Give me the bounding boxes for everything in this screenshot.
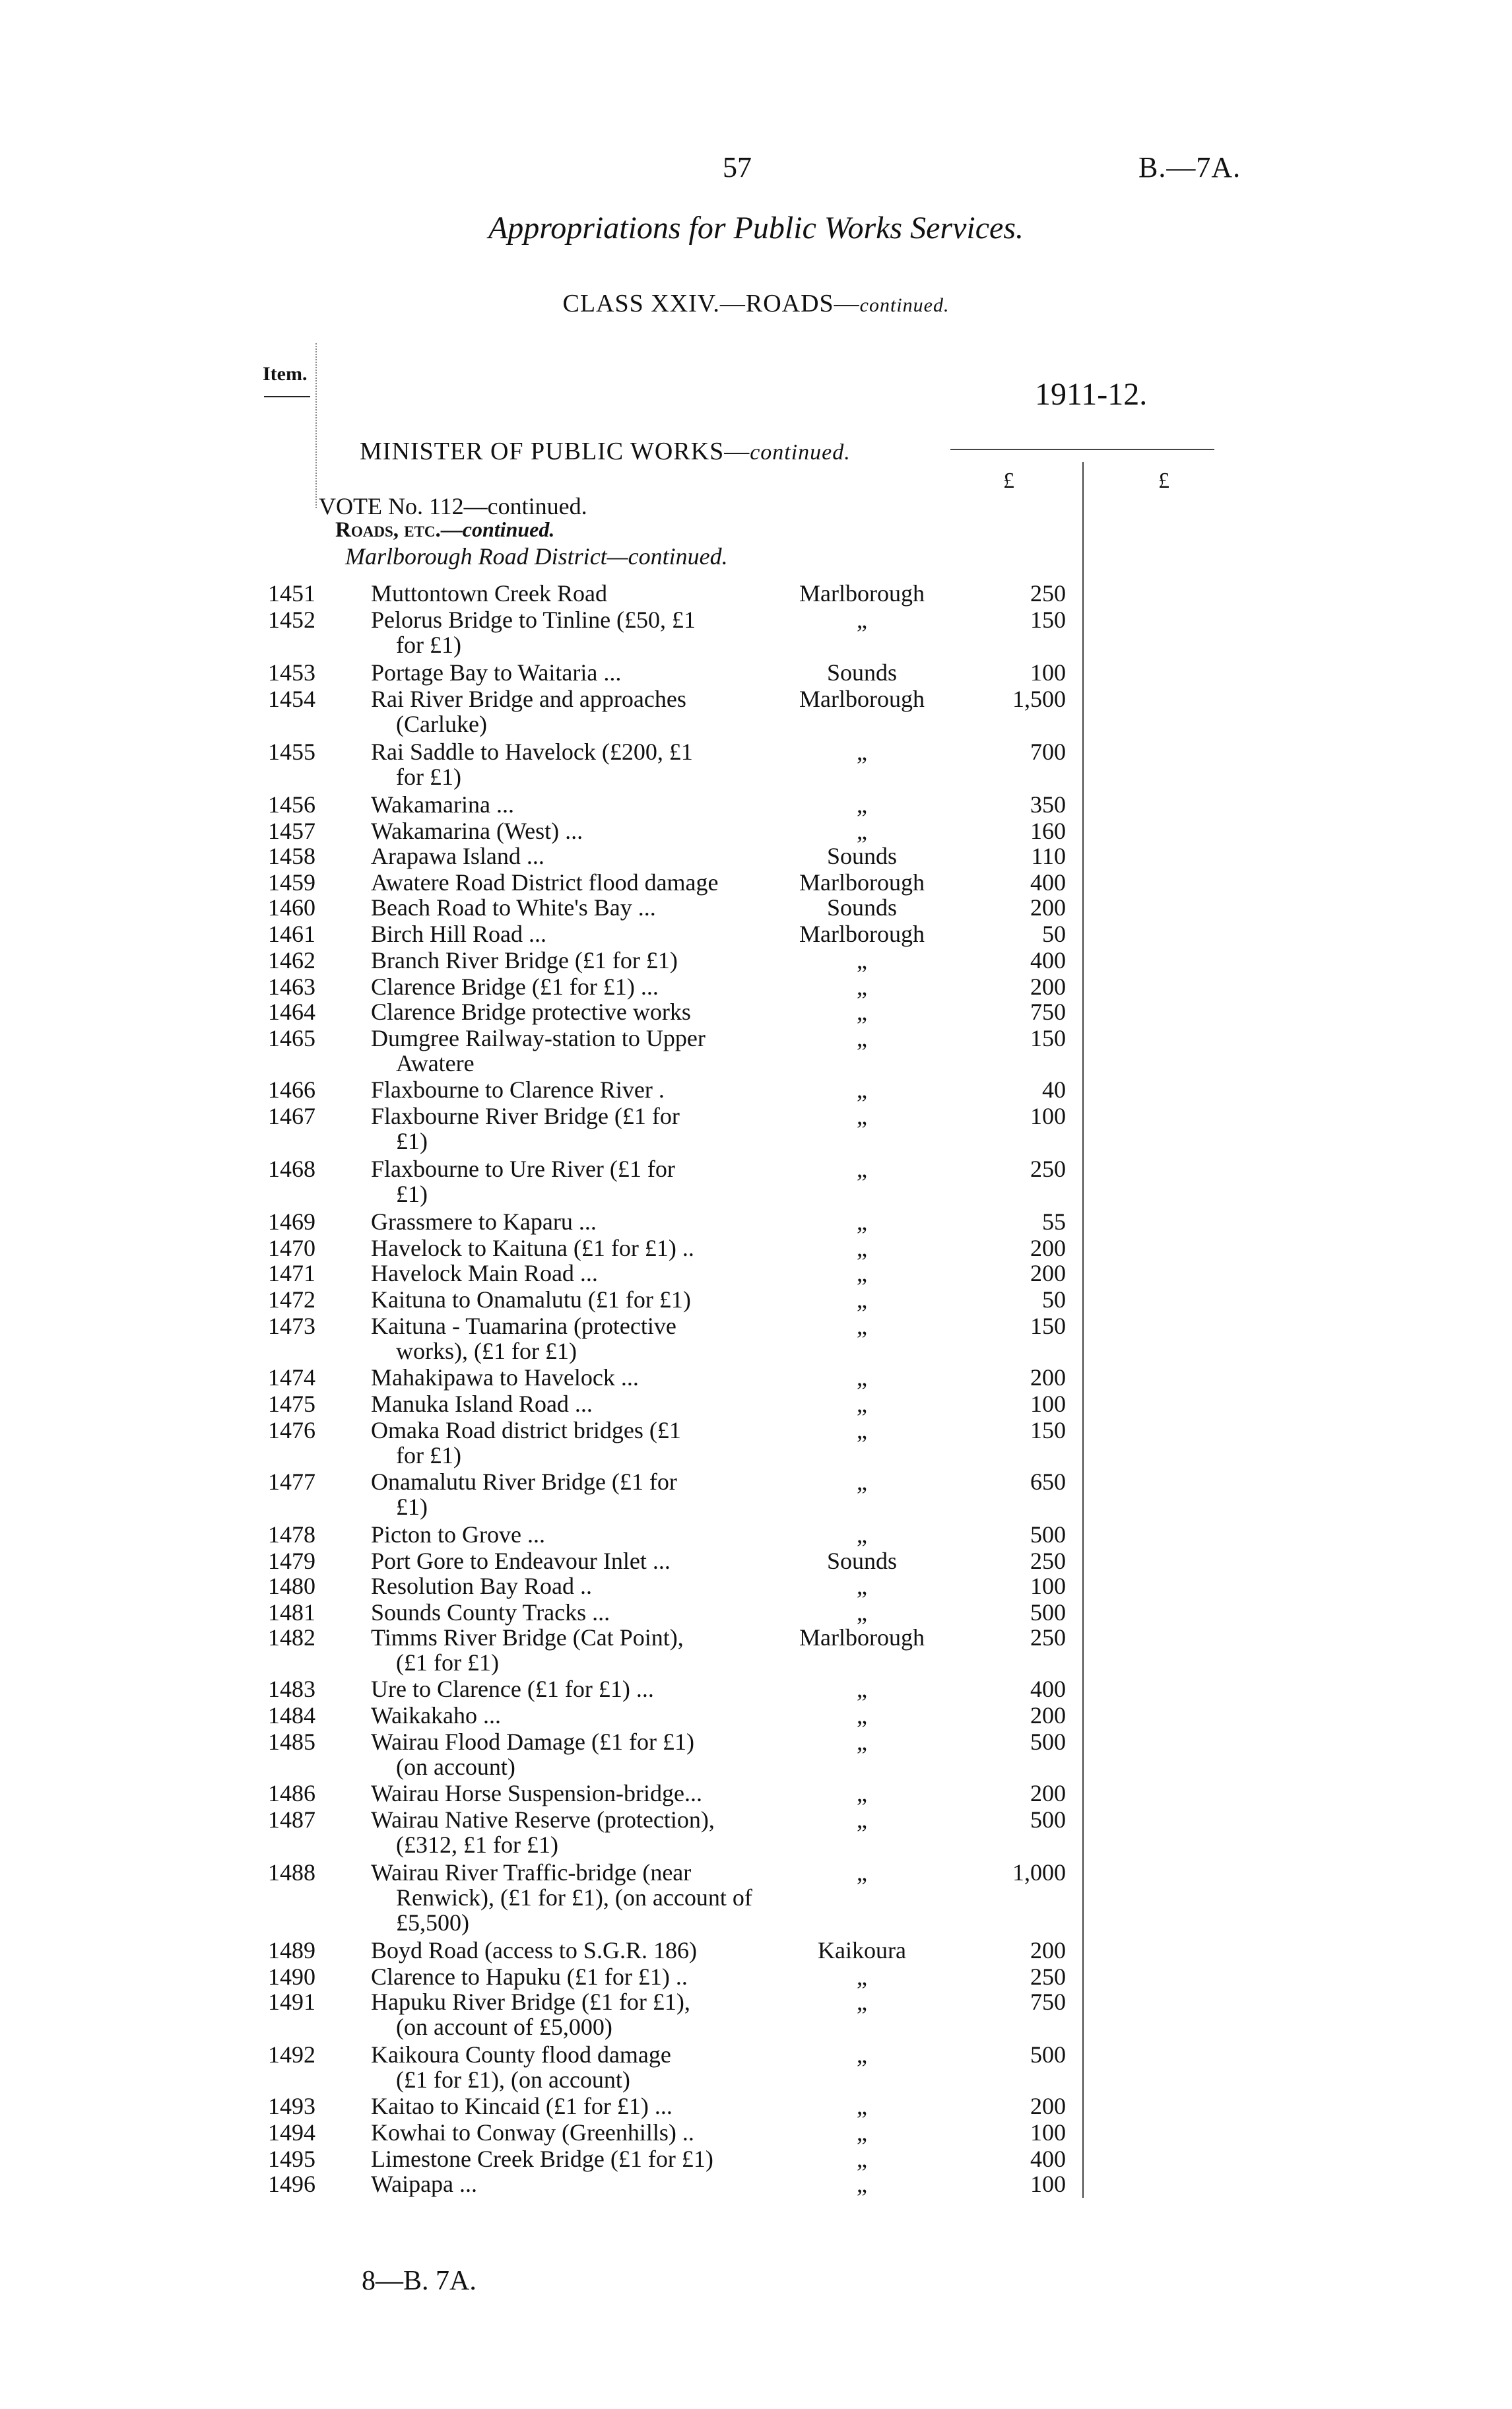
item-number: 1492 [268, 2041, 315, 2068]
amount-value: 100 [1030, 1573, 1066, 1599]
item-number: 1483 [268, 1676, 315, 1702]
item-description [371, 1600, 770, 1625]
county-name: Kaikoura [818, 1937, 906, 1964]
item-description-line: Clarence to Hapuku (£1 for £1) .. [371, 1964, 688, 1990]
vote-heading: VOTE No. 112—continued. [319, 493, 587, 519]
item-description-line: Clarence Bridge (£1 for £1) ... [371, 974, 659, 1000]
item-description-line: Kowhai to Conway (Greenhills) .. [371, 2119, 694, 2146]
item-description-line: Birch Hill Road ... [371, 921, 546, 947]
amount-value: 200 [1030, 1235, 1066, 1261]
county-name: „ [857, 607, 867, 633]
item-number: 1480 [268, 1573, 315, 1599]
item-description [371, 1938, 770, 1963]
district-heading-text: Marlborough Road District—continued. [345, 543, 728, 570]
amount-value: 100 [1030, 2119, 1066, 2146]
item-description-continuation: (£1 for £1) [396, 1649, 499, 1676]
class-heading-continued: continued. [859, 294, 950, 316]
item-description-line: Sounds County Tracks ... [371, 1599, 610, 1626]
amount-value: 50 [1042, 921, 1066, 947]
item-description-line: Kaituna to Onamalutu (£1 for £1) [371, 1286, 691, 1313]
item-number: 1470 [268, 1235, 315, 1261]
item-description [371, 686, 770, 737]
amount-value: 200 [1030, 1364, 1066, 1391]
county-name: „ [857, 1521, 867, 1548]
county-name: Marlborough [799, 1624, 925, 1651]
item-description-line: Ure to Clarence (£1 for £1) ... [371, 1676, 654, 1702]
signature-mark: 8—B. 7A. [362, 2266, 477, 2296]
item-description-continuation: (on account of £5,000) [396, 2014, 612, 2040]
item-number: 1472 [268, 1286, 315, 1313]
item-description-line: Boyd Road (access to S.G.R. 186) [371, 1937, 697, 1964]
item-description-line: Mahakipawa to Havelock ... [371, 1364, 639, 1391]
amount-value: 500 [1030, 1599, 1066, 1626]
amount-value: 200 [1030, 894, 1066, 921]
county-name: „ [857, 1729, 867, 1755]
item-description-line: Pelorus Bridge to Tinline (£50, £1 [371, 607, 696, 633]
item-number: 1496 [268, 2171, 315, 2197]
item-description-line: Wairau River Traffic-bridge (near [371, 1859, 692, 1886]
item-number: 1468 [268, 1156, 315, 1182]
county-name: „ [857, 1076, 867, 1103]
county-name: Marlborough [799, 921, 925, 947]
item-description [371, 1860, 770, 1935]
item-number: 1462 [268, 947, 315, 974]
amount-value: 200 [1030, 1702, 1066, 1729]
item-description [371, 1209, 770, 1234]
amount-value: 400 [1030, 947, 1066, 974]
item-description-line: Muttontown Creek Road [371, 580, 607, 607]
amount-value: 250 [1030, 1964, 1066, 1990]
item-description [371, 1729, 770, 1779]
item-description-line: Awatere Road District flood damage [371, 869, 719, 896]
county-name: Sounds [826, 1548, 898, 1574]
item-description-line: Wakamarina (West) ... [371, 818, 583, 844]
county-name: „ [857, 1676, 867, 1702]
item-number: 1463 [268, 974, 315, 1000]
item-description-line: Kaituna - Tuamarina (protective [371, 1313, 676, 1339]
district-heading [345, 543, 728, 570]
item-description-line: Grassmere to Kaparu ... [371, 1208, 597, 1235]
item-description [371, 1236, 770, 1261]
item-description [371, 843, 770, 869]
item-description [371, 895, 770, 920]
county-name: „ [857, 1025, 867, 1051]
class-heading-main: CLASS XXIV.—ROADS— [562, 290, 860, 317]
item-description [371, 1781, 770, 1806]
amount-value: 750 [1030, 1989, 1066, 2015]
amount-value: 500 [1030, 2041, 1066, 2068]
county-name: „ [857, 2041, 867, 2068]
item-description [371, 818, 770, 843]
item-number: 1486 [268, 1780, 315, 1806]
amount-value: 700 [1030, 739, 1066, 765]
item-number: 1482 [268, 1624, 315, 1651]
item-description-continuation: for £1) [396, 764, 461, 790]
item-number: 1481 [268, 1599, 315, 1626]
item-description [371, 1391, 770, 1416]
county-name: „ [857, 1260, 867, 1286]
county-name: „ [857, 999, 867, 1025]
county-name: „ [857, 1573, 867, 1599]
amount-value: 200 [1030, 974, 1066, 1000]
item-description [371, 870, 770, 895]
item-description-line: Kaikoura County flood damage [371, 2041, 671, 2068]
item-description [371, 2171, 770, 2196]
item-description-continuation: Renwick), (£1 for £1), (on account of £5,500) [396, 1884, 752, 1936]
item-number: 1478 [268, 1521, 315, 1548]
item-number: 1487 [268, 1806, 315, 1833]
item-description-line: Port Gore to Endeavour Inlet ... [371, 1548, 671, 1574]
item-description [371, 739, 770, 789]
amount-value: 250 [1030, 1548, 1066, 1574]
roads-heading-main: Roads, etc.— [335, 518, 463, 542]
county-name: „ [857, 1599, 867, 1626]
item-number: 1494 [268, 2119, 315, 2146]
item-description [371, 2042, 770, 2092]
amount-value: 250 [1030, 1624, 1066, 1651]
item-description-line: Dumgree Railway-station to Upper [371, 1025, 706, 1051]
item-number: 1461 [268, 921, 315, 947]
amount-value: 400 [1030, 1676, 1066, 1702]
amount-value: 150 [1030, 1417, 1066, 1443]
county-name: „ [857, 2093, 867, 2119]
document-reference: B.—7A. [1138, 151, 1241, 183]
item-number: 1471 [268, 1260, 315, 1286]
item-number: 1491 [268, 1989, 315, 2015]
item-description-line: Havelock to Kaituna (£1 for £1) .. [371, 1235, 694, 1261]
item-description [371, 974, 770, 999]
item-number: 1495 [268, 2146, 315, 2172]
amount-value: 750 [1030, 999, 1066, 1025]
county-name: „ [857, 1391, 867, 1417]
item-description [371, 1573, 770, 1599]
item-description-continuation: (£1 for £1), (on account) [396, 2066, 630, 2093]
amount-value: 40 [1042, 1076, 1066, 1103]
item-number: 1467 [268, 1103, 315, 1129]
item-description [371, 1469, 770, 1519]
item-description [371, 1077, 770, 1102]
county-name: „ [857, 1103, 867, 1129]
item-description-line: Timms River Bridge (Cat Point), [371, 1624, 684, 1651]
amount-value: 500 [1030, 1806, 1066, 1833]
county-name: „ [857, 818, 867, 844]
item-description [371, 660, 770, 685]
amount-value: 200 [1030, 1937, 1066, 1964]
county-name: „ [857, 1286, 867, 1313]
item-description-continuation: £1) [396, 1494, 428, 1520]
item-description-continuation: works), (£1 for £1) [396, 1338, 577, 1364]
item-description-line: Hapuku River Bridge (£1 for £1), [371, 1989, 690, 2015]
item-number: 1454 [268, 686, 315, 712]
item-header-rule [264, 396, 310, 397]
year-column-header: 1911-12. [1035, 377, 1148, 412]
amount-value: 100 [1030, 1391, 1066, 1417]
amount-value: 650 [1030, 1468, 1066, 1495]
county-name: „ [857, 1235, 867, 1261]
class-heading [0, 289, 1512, 318]
item-description [371, 1418, 770, 1468]
item-description-line: Resolution Bay Road .. [371, 1573, 592, 1599]
amount-value: 500 [1030, 1729, 1066, 1755]
item-description-line: Wairau Native Reserve (protection), [371, 1806, 715, 1833]
county-name: „ [857, 1859, 867, 1886]
item-description [371, 1807, 770, 1857]
amount-value: 200 [1030, 1260, 1066, 1286]
item-description-line: Arapawa Island ... [371, 843, 544, 869]
item-description-line: Picton to Grove ... [371, 1521, 545, 1548]
amount-value: 100 [1030, 2171, 1066, 2197]
amount-value: 55 [1042, 1208, 1066, 1235]
item-description-line: Rai Saddle to Havelock (£200, £1 [371, 739, 693, 765]
amount-value: 200 [1030, 2093, 1066, 2119]
item-description [371, 1703, 770, 1728]
item-description-line: Rai River Bridge and approaches [371, 686, 686, 712]
ministry-heading [360, 437, 851, 466]
amount-value: 1,000 [1012, 1859, 1066, 1886]
item-description-line: Wairau Horse Suspension-bridge... [371, 1780, 702, 1806]
item-number: 1459 [268, 869, 315, 896]
item-description-line: Waikakaho ... [371, 1702, 502, 1729]
item-description-continuation: (£312, £1 for £1) [396, 1832, 558, 1858]
item-description [371, 1365, 770, 1390]
item-description [371, 1261, 770, 1286]
amount-value: 400 [1030, 869, 1066, 896]
item-number: 1489 [268, 1937, 315, 1964]
item-description-line: Wakamarina ... [371, 791, 515, 818]
item-number: 1453 [268, 659, 315, 686]
county-name: „ [857, 791, 867, 818]
county-name: „ [857, 1364, 867, 1391]
page-title: Appropriations for Public Works Services. [488, 211, 1024, 246]
amount-value: 110 [1031, 843, 1066, 869]
item-description [371, 1104, 770, 1154]
amount-value: 150 [1030, 1313, 1066, 1339]
county-name: „ [857, 2146, 867, 2172]
item-description [371, 1522, 770, 1547]
item-description [371, 2120, 770, 2145]
item-number: 1455 [268, 739, 315, 765]
amount-value: 150 [1030, 1025, 1066, 1051]
item-description [371, 1156, 770, 1206]
item-column-divider [315, 343, 317, 508]
item-description [371, 1026, 770, 1076]
county-name: „ [857, 739, 867, 765]
item-description-line: Kaitao to Kincaid (£1 for £1) ... [371, 2093, 673, 2119]
amount-value: 350 [1030, 791, 1066, 818]
item-description-line: Havelock Main Road ... [371, 1260, 598, 1286]
amount-value: 150 [1030, 607, 1066, 633]
year-header-rule [950, 449, 1214, 450]
county-name: Sounds [826, 843, 898, 869]
item-description-line: Branch River Bridge (£1 for £1) [371, 947, 678, 974]
item-description-line: Flaxbourne to Ure River (£1 for [371, 1156, 675, 1182]
county-name: Marlborough [799, 869, 925, 896]
item-description-continuation: (Carluke) [396, 711, 487, 737]
county-name: „ [857, 1780, 867, 1806]
county-name: Sounds [826, 894, 898, 921]
item-number: 1456 [268, 791, 315, 818]
county-name: „ [857, 1806, 867, 1833]
county-name: Marlborough [799, 686, 925, 712]
county-name: „ [857, 1964, 867, 1990]
county-name: „ [857, 974, 867, 1000]
item-number: 1476 [268, 1417, 315, 1443]
item-description-continuation: £1) [396, 1128, 428, 1154]
item-description [371, 792, 770, 817]
item-number: 1469 [268, 1208, 315, 1235]
item-number: 1493 [268, 2093, 315, 2119]
item-description-line: Onamalutu River Bridge (£1 for [371, 1468, 677, 1495]
county-name: „ [857, 1989, 867, 2015]
item-description [371, 921, 770, 946]
item-description [371, 1989, 770, 2039]
amount-value: 200 [1030, 1780, 1066, 1806]
item-description [371, 2146, 770, 2171]
item-description-line: Beach Road to White's Bay ... [371, 894, 656, 921]
item-number: 1466 [268, 1076, 315, 1103]
amount-value: 50 [1042, 1286, 1066, 1313]
item-description-continuation: £1) [396, 1181, 428, 1207]
amount-value: 1,500 [1012, 686, 1066, 712]
item-description [371, 1548, 770, 1573]
amount-value: 100 [1030, 659, 1066, 686]
item-description-line: Limestone Creek Bridge (£1 for £1) [371, 2146, 713, 2172]
county-name: Sounds [826, 659, 898, 686]
item-description-continuation: for £1) [396, 1442, 461, 1468]
item-description-line: Manuka Island Road ... [371, 1391, 593, 1417]
item-description [371, 607, 770, 657]
item-description-line: Portage Bay to Waitaria ... [371, 659, 622, 686]
item-number: 1451 [268, 580, 315, 607]
item-description [371, 1676, 770, 1701]
item-description [371, 1625, 770, 1675]
item-number: 1452 [268, 607, 315, 633]
item-description [371, 1964, 770, 1989]
county-name: „ [857, 2171, 867, 2197]
ministry-heading-main: MINISTER OF PUBLIC WORKS— [360, 438, 750, 465]
county-name: Marlborough [799, 580, 925, 607]
amount-value: 100 [1030, 1103, 1066, 1129]
county-name: „ [857, 1208, 867, 1235]
item-description-continuation: for £1) [396, 632, 461, 658]
item-number: 1457 [268, 818, 315, 844]
county-name: „ [857, 947, 867, 974]
item-description [371, 1287, 770, 1312]
amount-value: 160 [1030, 818, 1066, 844]
item-number: 1460 [268, 894, 315, 921]
page-number: 57 [723, 151, 752, 183]
item-description [371, 581, 770, 606]
amount-column-divider [1082, 462, 1084, 2198]
county-name: „ [857, 1417, 867, 1443]
amount-value: 500 [1030, 1521, 1066, 1548]
county-name: „ [857, 1313, 867, 1339]
item-column-header: Item. [263, 363, 308, 385]
item-description-line: Wairau Flood Damage (£1 for £1) [371, 1729, 694, 1755]
item-number: 1488 [268, 1859, 315, 1886]
item-number: 1475 [268, 1391, 315, 1417]
item-number: 1464 [268, 999, 315, 1025]
roads-heading-continued: continued. [462, 517, 555, 541]
item-description [371, 2094, 770, 2119]
item-description-continuation: Awatere [396, 1050, 475, 1076]
item-description-line: Flaxbourne to Clarence River . [371, 1076, 665, 1103]
item-number: 1465 [268, 1025, 315, 1051]
item-description [371, 1313, 770, 1364]
amount-value: 400 [1030, 2146, 1066, 2172]
county-name: „ [857, 2119, 867, 2146]
item-number: 1458 [268, 843, 315, 869]
item-number: 1473 [268, 1313, 315, 1339]
item-description-line: Clarence Bridge protective works [371, 999, 691, 1025]
amount-value: 250 [1030, 580, 1066, 607]
item-number: 1479 [268, 1548, 315, 1574]
county-name: „ [857, 1702, 867, 1729]
item-description [371, 999, 770, 1024]
item-number: 1474 [268, 1364, 315, 1391]
item-number: 1484 [268, 1702, 315, 1729]
county-name: „ [857, 1156, 867, 1182]
item-number: 1490 [268, 1964, 315, 1990]
item-description-line: Omaka Road district bridges (£1 [371, 1417, 681, 1443]
item-number: 1477 [268, 1468, 315, 1495]
item-number: 1485 [268, 1729, 315, 1755]
item-description-line: Flaxbourne River Bridge (£1 for [371, 1103, 680, 1129]
county-name: „ [857, 1468, 867, 1495]
item-description-line: Waipapa ... [371, 2171, 478, 2197]
roads-heading [335, 517, 554, 543]
item-description [371, 948, 770, 973]
pound-sign-total: £ [1158, 469, 1169, 493]
item-description-continuation: (on account) [396, 1754, 515, 1780]
pound-sign-amount: £ [1003, 469, 1014, 493]
amount-value: 250 [1030, 1156, 1066, 1182]
ministry-heading-continued: continued. [750, 440, 851, 465]
